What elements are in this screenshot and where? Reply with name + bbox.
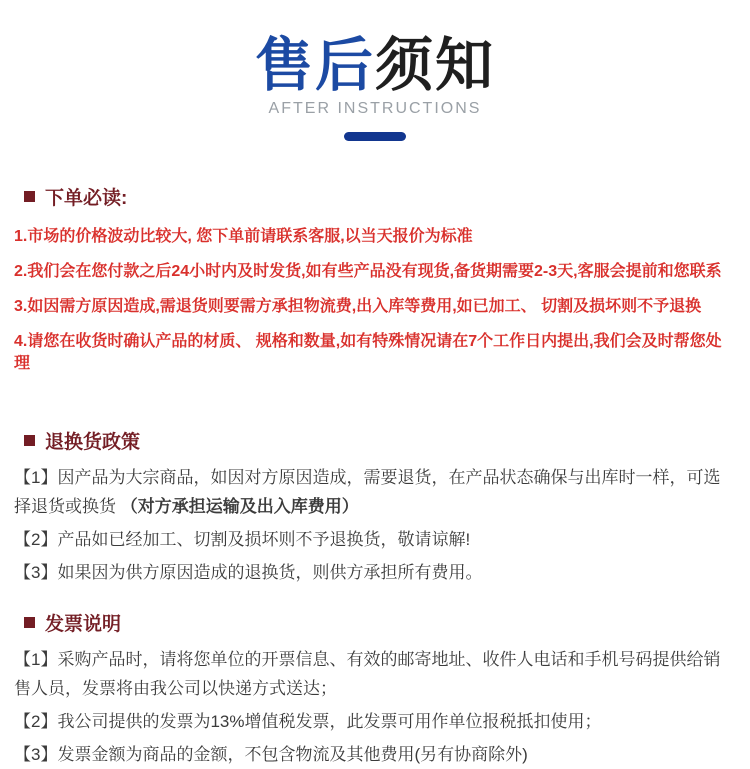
must-read-item-1: 1.市场的价格波动比较大, 您下单前请联系客服,以当天报价为标准 (14, 227, 473, 245)
invoice-item-3: 【3】发票金额为商品的金额，不包含物流及其他费用(另有协商除外) (14, 744, 528, 764)
page-title-secondary: 须知 (375, 33, 496, 98)
return-policy-item-1-text: 【1】因产品为大宗商品，如因对方原因造成，需要退货，在产品状态确保与出库时一样，可选择退货或换货 (14, 467, 721, 516)
section-invoice-info (0, 609, 750, 769)
invoice-item-1: 【1】采购产品时，请将您单位的开票信息、有效的邮寄地址、收件人电话和手机号码提供给销售人员，发票将由我公司以快递方式送达； (14, 649, 721, 698)
section-invoice-heading (24, 609, 736, 636)
page-subtitle: AFTER INSTRUCTIONS (268, 99, 482, 117)
page-title (0, 34, 750, 98)
section-must-read-heading (24, 183, 736, 210)
return-policy-item-2: 【2】产品如已经加工、切割及损坏则不予退换货，敬请谅解! (14, 529, 471, 549)
square-bullet-icon (24, 191, 35, 202)
must-read-item-3: 3.如因需方原因造成,需退货则要需方承担物流费,出入库等费用,如已加工、 切割及损坏则不予退换 (14, 297, 702, 315)
section-return-policy (0, 427, 750, 587)
section-return-policy-heading (24, 427, 736, 454)
page-header (0, 34, 750, 141)
must-read-item-2: 2.我们会在您付款之后24小时内及时发货,如有些产品没有现货,备货期需要2-3天,客服会提前和您联系 (14, 262, 722, 280)
return-policy-item-1-bold-note: （对方承担运输及出入库费用） (120, 496, 359, 516)
title-divider-bar (344, 132, 406, 141)
return-policy-item-3: 【3】如果因为供方原因造成的退换货，则供方承担所有费用。 (14, 562, 483, 582)
section-heading-label: 退换货政策 (45, 431, 141, 453)
square-bullet-icon (24, 435, 35, 446)
square-bullet-icon (24, 617, 35, 628)
return-policy-item-1 (14, 463, 736, 521)
invoice-item-2: 【2】我公司提供的发票为13%增值税发票，此发票可用作单位报税抵扣使用； (14, 711, 602, 731)
section-heading-label: 发票说明 (45, 613, 122, 635)
section-must-read (0, 183, 750, 375)
must-read-item-4: 4.请您在收货时确认产品的材质、 规格和数量,如有特殊情况请在7个工作日内提出,我们会及时帮您处理 (14, 332, 722, 372)
page-title-primary: 售后 (254, 33, 375, 98)
section-heading-label: 下单必读: (45, 187, 128, 209)
